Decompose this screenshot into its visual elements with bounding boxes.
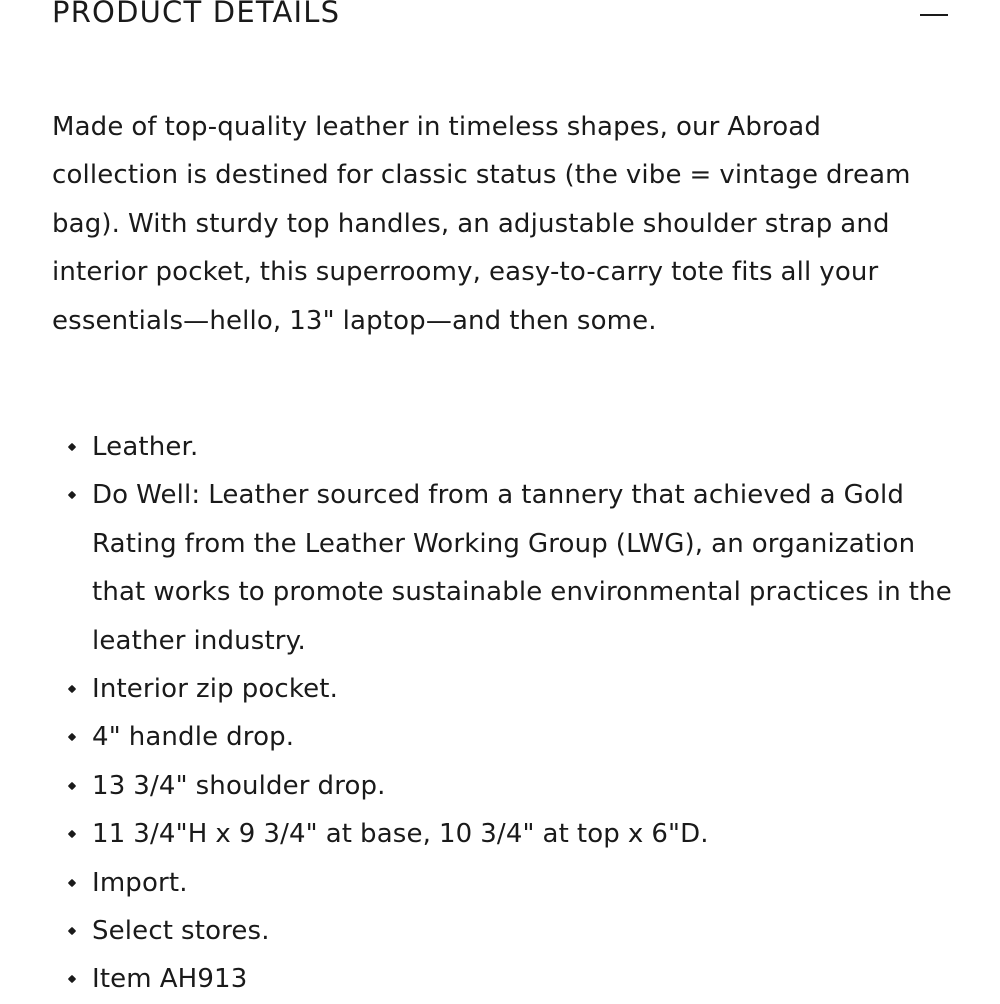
feature-text: Do Well: Leather sourced from a tannery that achieved a Gold Rating from the Leather Working Group (LWG), an organization that works to promote sustainable environmental practices in the leather industry.	[92, 480, 952, 656]
bullet-icon	[68, 830, 76, 838]
feature-text: Leather.	[92, 432, 199, 462]
product-details-header[interactable]	[52, 0, 952, 34]
list-item	[52, 471, 952, 665]
feature-text: Item AH913	[92, 964, 248, 995]
minus-icon[interactable]	[920, 5, 948, 29]
feature-text: 4" handle drop.	[92, 722, 295, 753]
bullet-icon	[68, 782, 76, 790]
feature-text: Interior zip pocket.	[92, 674, 339, 705]
feature-list	[52, 423, 952, 1004]
list-item	[52, 762, 952, 810]
bullet-icon	[68, 975, 76, 983]
list-item	[52, 859, 952, 907]
feature-text: Import.	[92, 867, 188, 898]
bullet-icon	[68, 443, 76, 451]
list-item	[52, 665, 952, 713]
bullet-icon	[68, 927, 76, 935]
feature-text: Select stores.	[92, 916, 270, 947]
list-item	[52, 713, 952, 761]
bullet-icon	[68, 685, 76, 693]
product-details-title: PRODUCT DETAILS	[52, 0, 341, 29]
bullet-icon	[68, 878, 76, 886]
list-item	[52, 955, 952, 1003]
list-item	[52, 423, 952, 471]
bullet-icon	[68, 491, 76, 499]
feature-text: 13 3/4" shoulder drop.	[92, 770, 386, 801]
list-item	[52, 907, 952, 955]
collapse-toggle-bar	[920, 14, 948, 16]
product-details-section	[52, 0, 952, 1000]
list-item	[52, 810, 952, 858]
product-description: Made of top-quality leather in timeless shapes, our Abroad collection is destined for classic status (the vibe = vintage dream bag). With sturdy top handles, an adjustable shoulder strap and interior pocket, this superroomy, easy-to-carry tote fits all your essentials—hello, 13" laptop—and then some.	[52, 112, 911, 336]
feature-text: 11 3/4"H x 9 3/4" at base, 10 3/4" at top x 6"D.	[92, 819, 709, 850]
bullet-icon	[68, 733, 76, 741]
